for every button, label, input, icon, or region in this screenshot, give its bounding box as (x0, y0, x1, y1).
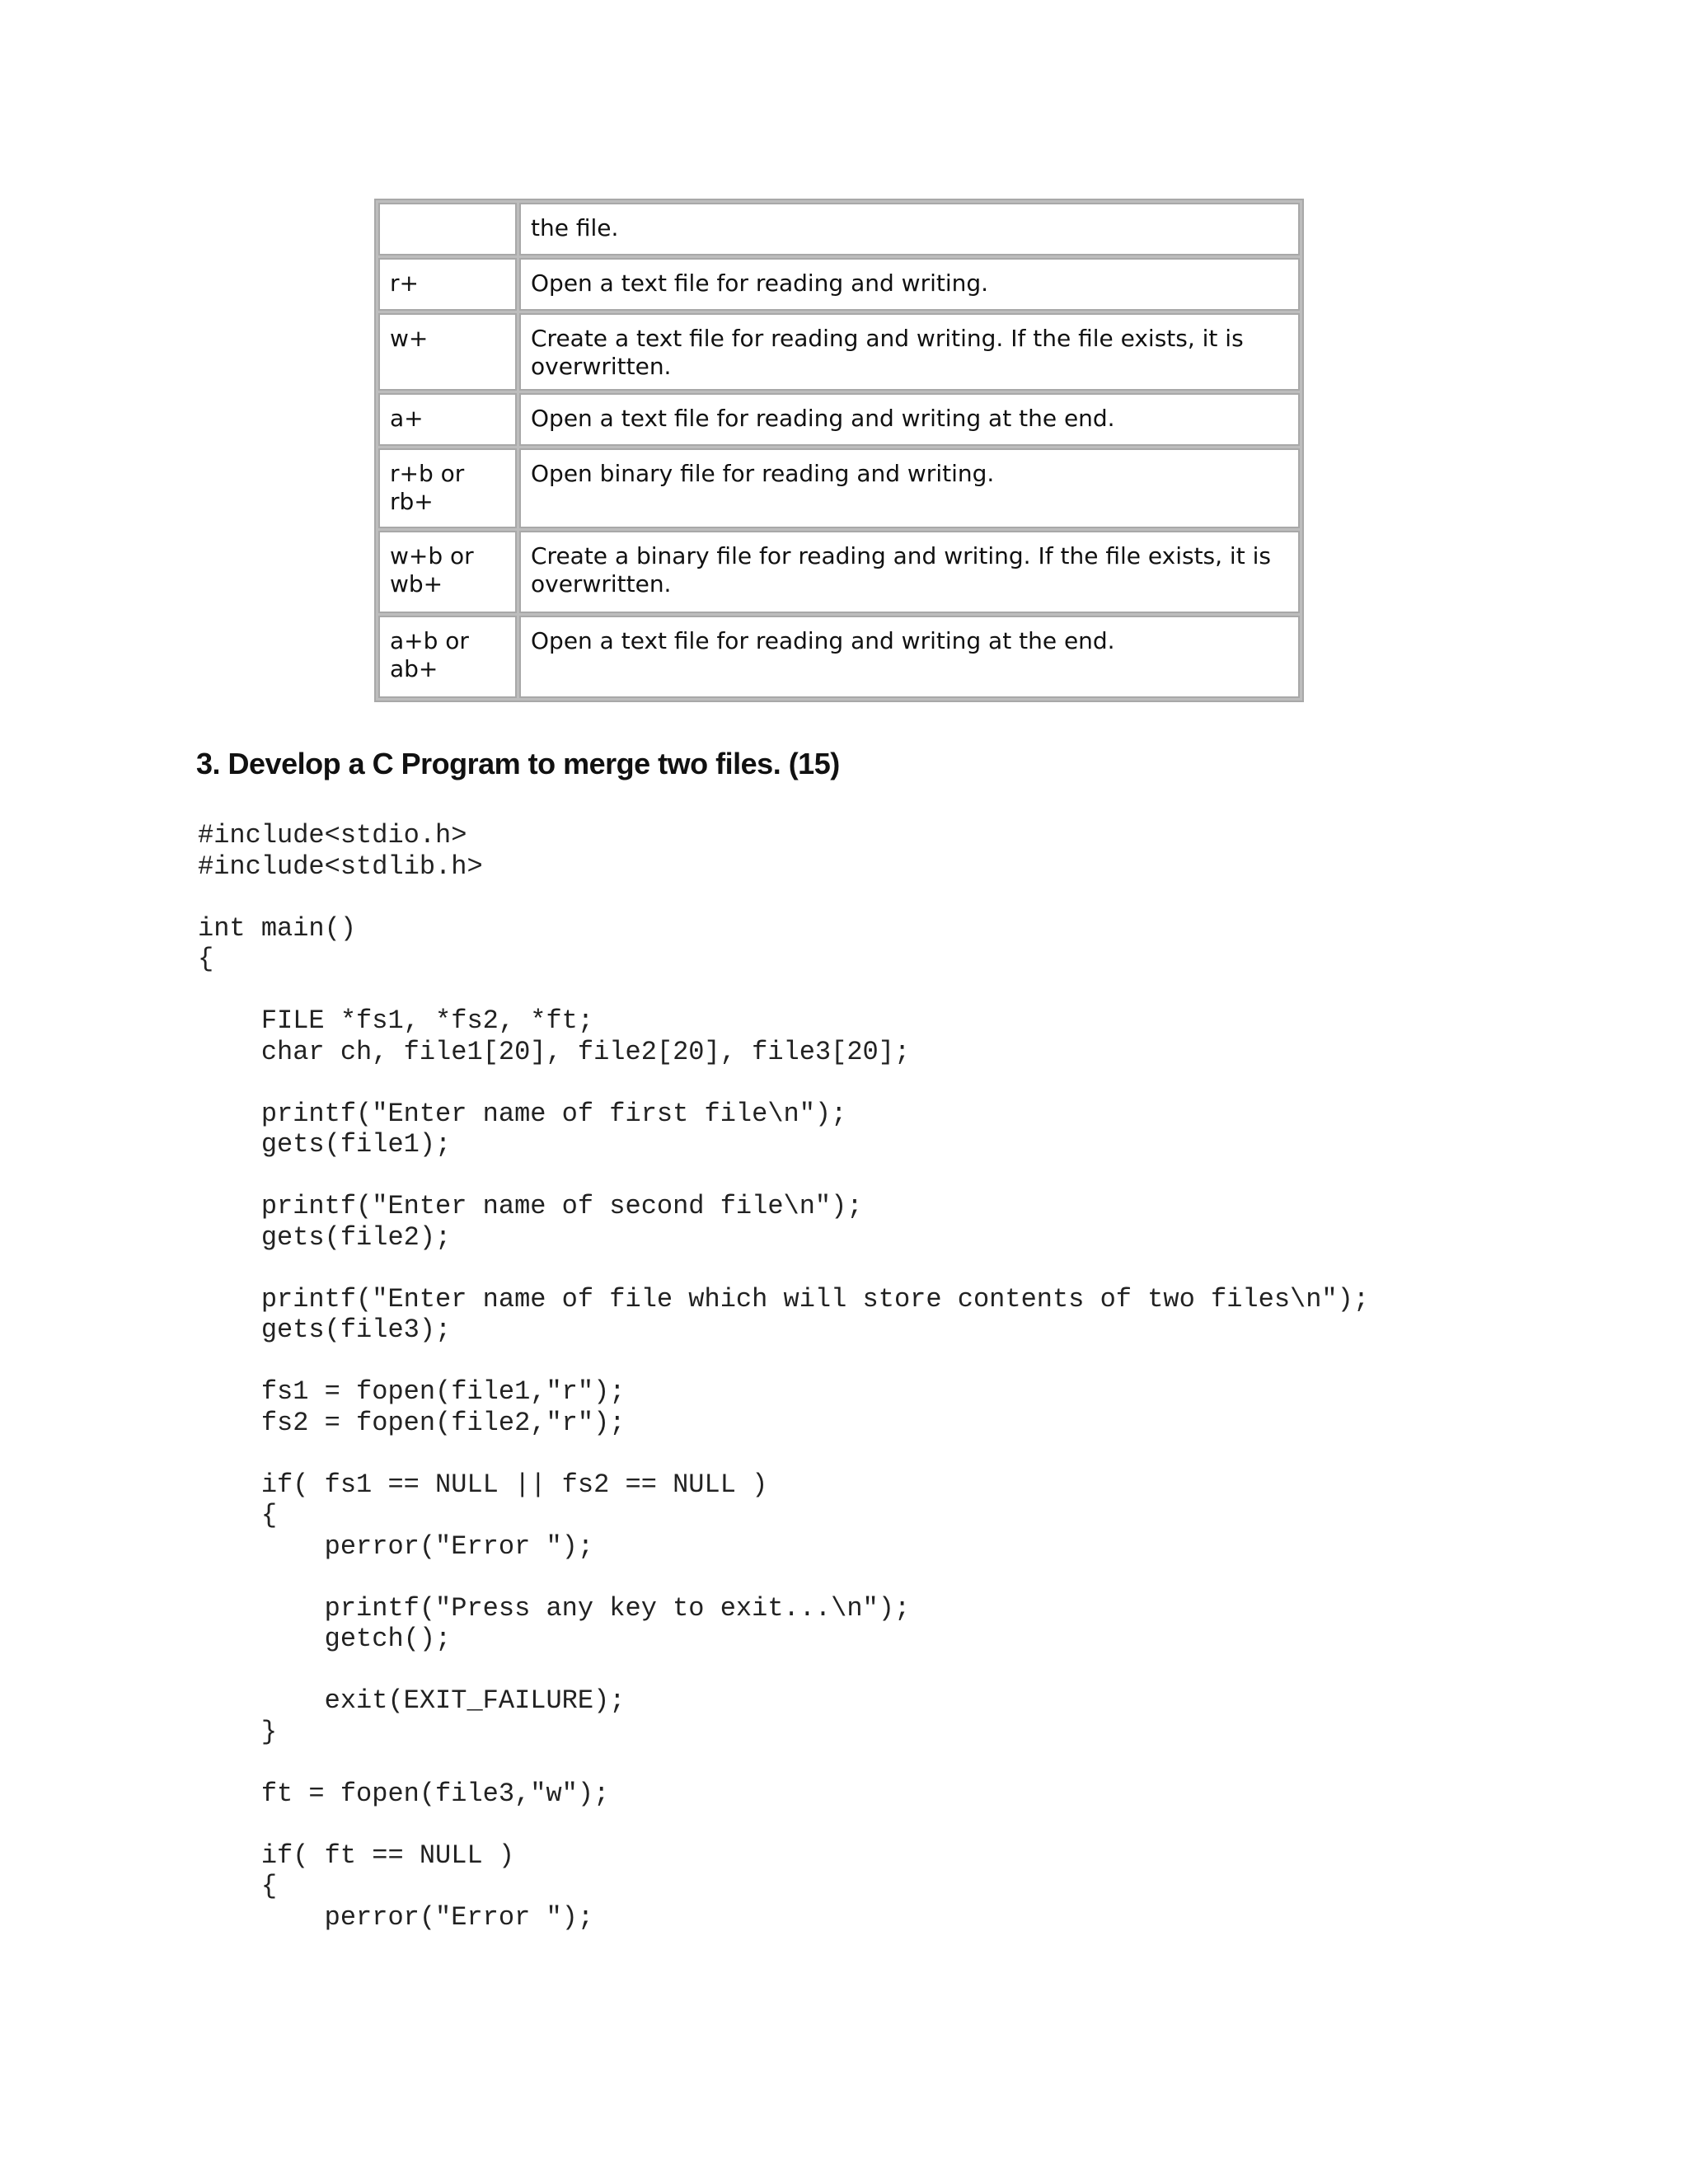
table-row (378, 258, 1300, 311)
table-row (378, 393, 1300, 446)
mode-cell: a+b or ab+ (378, 616, 517, 698)
table-row (378, 531, 1300, 613)
description-cell: the file. (519, 203, 1300, 255)
description-cell: Open a text file for reading and writing. (519, 258, 1300, 311)
description-cell: Open binary file for reading and writing. (519, 448, 1300, 528)
table-row (378, 313, 1300, 391)
description-cell: Create a binary file for reading and writing. If the file exists, it is overwritten. (519, 531, 1300, 613)
table-row (378, 616, 1300, 698)
file-modes-table (374, 199, 1304, 702)
mode-cell (378, 203, 517, 255)
mode-cell: w+ (378, 313, 517, 391)
section-heading: 3. Develop a C Program to merge two files. (15) (196, 747, 840, 780)
description-cell: Open a text file for reading and writing at the end. (519, 616, 1300, 698)
mode-cell: a+ (378, 393, 517, 446)
mode-cell: r+ (378, 258, 517, 311)
code-listing: #include<stdio.h> #include<stdlib.h> int main() { FILE *fs1, *fs2, *ft; char ch, file1[20], file2[20], file3[20]; printf("Enter name of first file\n"); gets(file1); printf("Enter name of second file\n"); gets(file2); printf("Enter name of file which will store contents of two files\n"); gets(file3); fs1 = fopen(file1,"r"); fs2 = fopen(file2,"r"); if( fs1 == NULL || fs2 == NULL ) { perror("Error "); printf("Press any key to exit...\n"); getch(); exit(EXIT_FAILURE); } ft = fopen(file3,"w"); if( ft == NULL ) { perror("Error "); (198, 820, 1370, 1933)
table-row (378, 203, 1300, 255)
mode-cell: r+b or rb+ (378, 448, 517, 528)
mode-cell: w+b or wb+ (378, 531, 517, 613)
description-cell: Open a text file for reading and writing at the end. (519, 393, 1300, 446)
description-cell: Create a text file for reading and writing. If the file exists, it is overwritten. (519, 313, 1300, 391)
table-row (378, 448, 1300, 528)
